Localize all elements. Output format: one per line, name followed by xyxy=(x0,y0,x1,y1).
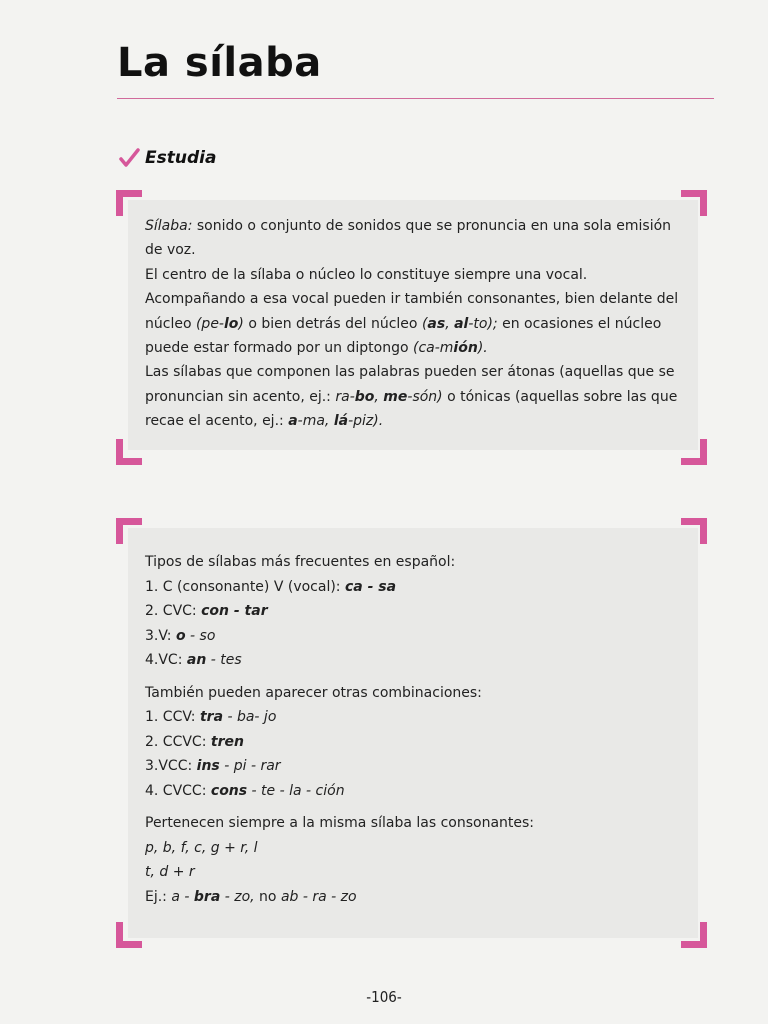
page-number: -106- xyxy=(366,988,402,1006)
other-title: También pueden aparecer otras combinaciones: xyxy=(145,684,482,701)
paragraph-definition: Sílaba: sonido o conjunto de sonidos que se pronuncia en una sola emisión de voz. xyxy=(145,218,672,259)
syllable-types-text xyxy=(145,550,690,909)
section-heading xyxy=(118,147,216,169)
consonant-group: t, d + r xyxy=(145,864,195,880)
consonant-group: p, b, f, c, g + r, l xyxy=(145,839,258,856)
corner-mark xyxy=(116,918,146,948)
paragraph-nucleus: El centro de la sílaba o núcleo lo constituye siempre una vocal. xyxy=(145,266,588,283)
page-title: La sílaba xyxy=(117,40,322,86)
list-item: 3.VCC: ins - pi - rar xyxy=(145,758,281,774)
consonants-title: Pertenecen siempre a la misma sílaba las consonantes: xyxy=(145,815,535,831)
example-line: Ej.: a - bra - zo, no ab - ra - zo xyxy=(145,888,357,905)
types-title: Tipos de sílabas más frecuentes en español: xyxy=(145,554,456,570)
list-item: 2. CCVC: tren xyxy=(145,733,244,750)
corner-mark xyxy=(116,518,146,548)
list-item: 3.V: o - so xyxy=(145,627,216,644)
list-item: 2. CVC: con - tar xyxy=(145,603,268,619)
list-item: 1. CCV: tra - ba- jo xyxy=(145,709,277,725)
corner-mark xyxy=(677,435,707,465)
definition-text xyxy=(145,214,690,434)
paragraph-consonants: Acompañando a esa vocal pueden ir también consonantes, bien delante del núcleo (pe-lo) o bien detrás del núcleo (as, al-to); en ocasiones el núcleo puede estar formado por un diptongo (ca-mión). xyxy=(145,291,679,357)
list-item: 4. CVCC: cons - te - la - ción xyxy=(145,782,345,799)
title-divider xyxy=(117,98,714,99)
corner-mark xyxy=(677,918,707,948)
corner-mark xyxy=(677,518,707,548)
corner-mark xyxy=(116,435,146,465)
corner-mark xyxy=(116,190,146,220)
list-item: 4.VC: an - tes xyxy=(145,652,242,668)
list-item: 1. C (consonante) V (vocal): ca - sa xyxy=(145,578,397,595)
paragraph-stress: Las sílabas que componen las palabras pueden ser átonas (aquellas que se pronuncian sin acento, ej.: ra-bo, me-són) o tónicas (aquellas sobre las que recae el acento, ej.: a-ma, lá-piz). xyxy=(145,364,678,430)
section-label: Estudia xyxy=(145,148,217,168)
term: Sílaba: xyxy=(145,218,193,234)
checkmark-icon xyxy=(118,147,140,169)
